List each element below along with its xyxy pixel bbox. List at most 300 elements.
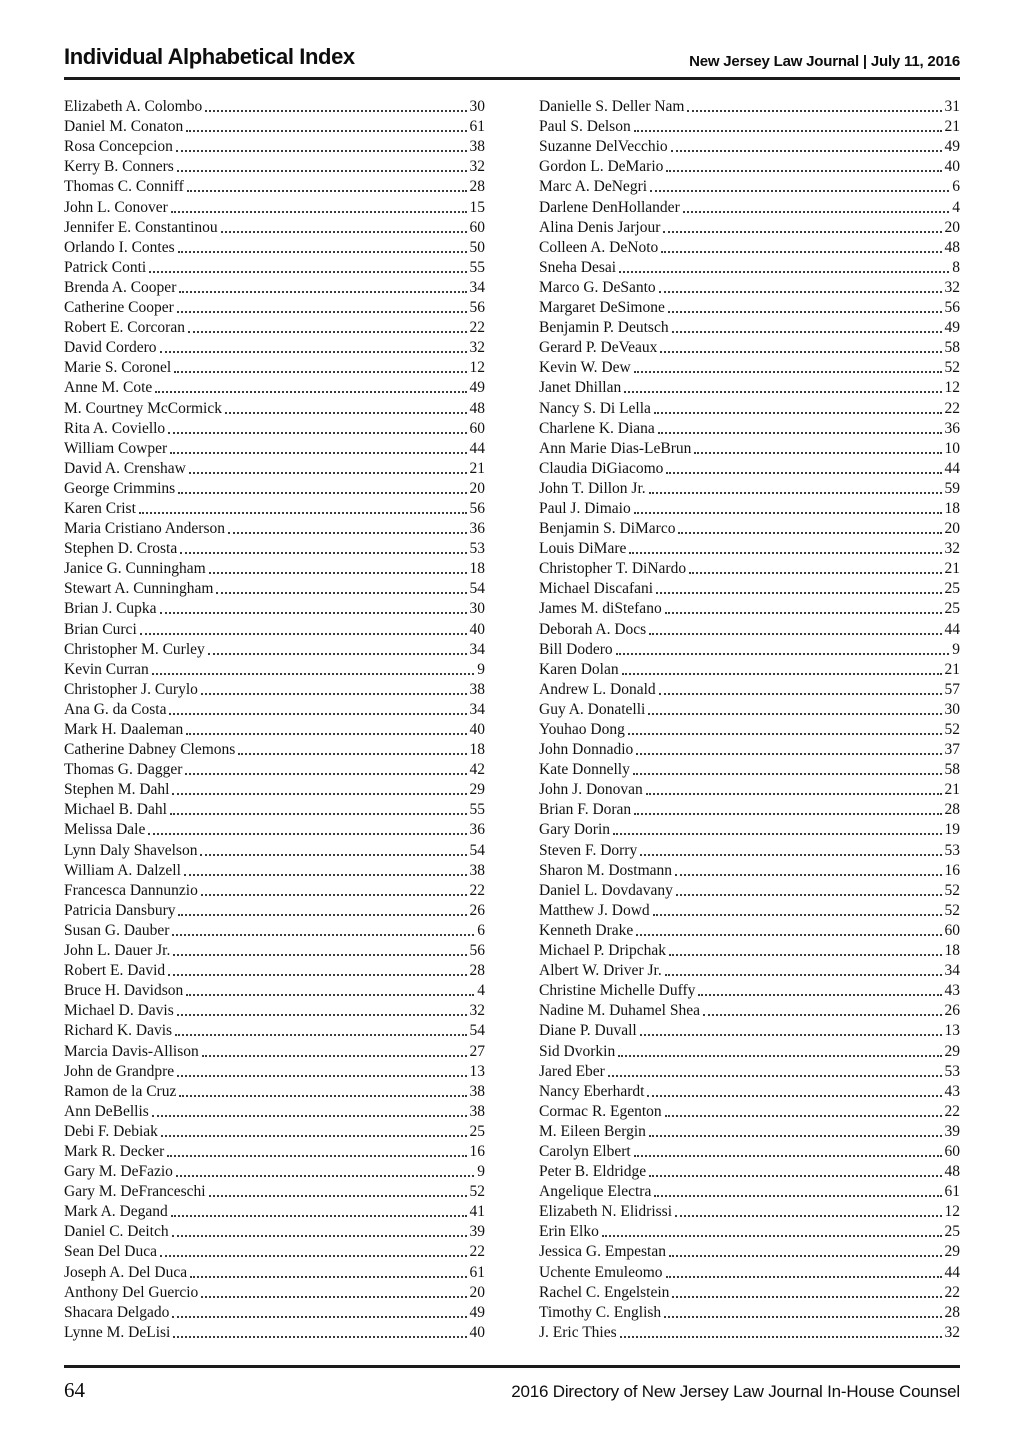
- dot-leader: [683, 211, 950, 213]
- entry-name: James M. diStefano: [539, 600, 662, 618]
- dot-leader: [602, 1235, 942, 1237]
- dot-leader: [160, 351, 467, 353]
- dot-leader: [666, 170, 941, 172]
- dot-leader: [177, 311, 467, 313]
- index-entry: [539, 659, 960, 679]
- dot-leader: [173, 954, 466, 956]
- entry-page-number: 54: [469, 841, 485, 859]
- entry-page-number: 43: [944, 982, 960, 1000]
- dot-leader: [665, 1115, 942, 1117]
- index-entry: [64, 438, 485, 458]
- index-entry: [539, 719, 960, 739]
- index-entry: [539, 377, 960, 397]
- index-entry: [539, 1201, 960, 1221]
- entry-page-number: 44: [944, 620, 960, 638]
- entry-page-number: 57: [944, 680, 960, 698]
- entry-name: Nancy Eberhardt: [539, 1082, 645, 1100]
- index-entry: [64, 699, 485, 719]
- entry-name: Catherine Dabney Clemons: [64, 741, 236, 759]
- dot-leader: [177, 1014, 467, 1016]
- entry-name: Daniel C. Deitch: [64, 1223, 169, 1241]
- entry-page-number: 21: [469, 459, 485, 477]
- dot-leader: [666, 472, 941, 474]
- entry-name: Paul S. Delson: [539, 118, 631, 136]
- entry-name: Paul J. Dimaio: [539, 499, 631, 517]
- dot-leader: [152, 1115, 467, 1117]
- entry-page-number: 6: [952, 178, 960, 196]
- index-entry: [64, 538, 485, 558]
- page-header: [64, 44, 960, 80]
- entry-page-number: 28: [469, 962, 485, 980]
- dot-leader: [173, 1336, 466, 1338]
- entry-name: Joseph A. Del Duca: [64, 1263, 188, 1281]
- entry-name: J. Eric Thies: [539, 1323, 617, 1341]
- index-entry: [64, 920, 485, 940]
- entry-name: Patrick Conti: [64, 258, 147, 276]
- index-entry: [539, 598, 960, 618]
- dot-leader: [170, 452, 466, 454]
- entry-page-number: 19: [944, 821, 960, 839]
- dot-leader: [647, 1095, 941, 1097]
- entry-name: Danielle S. Deller Nam: [539, 98, 685, 116]
- index-entry: [64, 1000, 485, 1020]
- entry-name: John J. Donovan: [539, 781, 643, 799]
- entry-name: David Cordero: [64, 339, 157, 357]
- index-entry: [539, 116, 960, 136]
- index-entry: [539, 317, 960, 337]
- dot-leader: [664, 1316, 941, 1318]
- entry-name: Benjamin P. Deutsch: [539, 319, 669, 337]
- entry-name: Benjamin S. DiMarco: [539, 520, 676, 538]
- page-title: Individual Alphabetical Index: [64, 44, 355, 69]
- index-entry: [539, 679, 960, 699]
- entry-page-number: 61: [469, 118, 485, 136]
- dot-leader: [176, 150, 467, 152]
- index-entry: [64, 659, 485, 679]
- entry-page-number: 36: [469, 520, 485, 538]
- dot-leader: [656, 592, 941, 594]
- entry-name: Gary M. DeFazio: [64, 1163, 173, 1181]
- page-number: 64: [64, 1378, 85, 1402]
- page-footer: [64, 1365, 960, 1403]
- entry-name: Suzanne DelVecchio: [539, 138, 668, 156]
- entry-page-number: 21: [944, 660, 960, 678]
- index-entry: [539, 618, 960, 638]
- entry-page-number: 55: [469, 801, 485, 819]
- dot-leader: [616, 653, 950, 655]
- entry-page-number: 39: [469, 1223, 485, 1241]
- index-entry: [539, 1221, 960, 1241]
- entry-page-number: 25: [944, 1223, 960, 1241]
- entry-name: Sid Dvorkin: [539, 1042, 616, 1060]
- journal-name-date: New Jersey Law Journal | July 11, 2016: [689, 53, 960, 70]
- dot-leader: [171, 1215, 467, 1217]
- entry-name: Marcia Davis-Allison: [64, 1042, 199, 1060]
- entry-name: M. Eileen Bergin: [539, 1122, 646, 1140]
- entry-page-number: 48: [944, 238, 960, 256]
- dot-leader: [672, 1296, 941, 1298]
- entry-page-number: 61: [469, 1263, 485, 1281]
- dot-leader: [653, 914, 942, 916]
- entry-page-number: 56: [469, 499, 485, 517]
- index-entry: [539, 337, 960, 357]
- dot-leader: [660, 351, 941, 353]
- entry-name: Lynne M. DeLisi: [64, 1323, 171, 1341]
- dot-leader: [238, 753, 466, 755]
- entry-name: John de Grandpre: [64, 1062, 175, 1080]
- entry-page-number: 10: [944, 439, 960, 457]
- entry-page-number: 12: [469, 359, 485, 377]
- index-entry: [64, 337, 485, 357]
- dot-leader: [190, 1276, 466, 1278]
- entry-name: Michael B. Dahl: [64, 801, 167, 819]
- index-entry: [64, 1201, 485, 1221]
- index-entry: [539, 639, 960, 659]
- dot-leader: [202, 1055, 467, 1057]
- entry-name: David A. Crenshaw: [64, 459, 186, 477]
- directory-title: 2016 Directory of New Jersey Law Journal In-House Counsel: [511, 1382, 960, 1401]
- entry-name: Ramon de la Cruz: [64, 1082, 177, 1100]
- entry-name: Mark H. Daaleman: [64, 721, 184, 738]
- index-entry: [539, 498, 960, 518]
- dot-leader: [668, 311, 942, 313]
- dot-leader: [669, 954, 942, 956]
- index-entry: [539, 438, 960, 458]
- entry-page-number: 22: [469, 1243, 485, 1261]
- dot-leader: [175, 1034, 466, 1036]
- index-entry: [539, 759, 960, 779]
- index-entry: [539, 739, 960, 759]
- entry-name: Claudia DiGiacomo: [539, 459, 664, 477]
- index-entry: [539, 699, 960, 719]
- index-entry: [64, 357, 485, 377]
- entry-name: Erin Elko: [539, 1223, 599, 1241]
- dot-leader: [633, 773, 942, 775]
- entry-page-number: 34: [944, 962, 960, 980]
- entry-name: Thomas C. Conniff: [64, 178, 184, 196]
- entry-page-number: 22: [944, 399, 960, 417]
- entry-name: Mark A. Degand: [64, 1203, 168, 1221]
- entry-page-number: 22: [944, 1102, 960, 1120]
- dot-leader: [148, 833, 466, 835]
- entry-page-number: 52: [469, 1183, 485, 1201]
- entry-name: Robert E. Corcoran: [64, 319, 185, 337]
- dot-leader: [634, 813, 941, 815]
- entry-name: Janet Dhillan: [539, 379, 622, 397]
- index-entry: [64, 1121, 485, 1141]
- entry-name: Stephen M. Dahl: [64, 781, 170, 799]
- entry-page-number: 31: [944, 98, 960, 116]
- entry-page-number: 58: [944, 339, 960, 357]
- entry-page-number: 40: [469, 721, 485, 738]
- index-entry: [539, 1061, 960, 1081]
- dot-leader: [613, 833, 941, 835]
- dot-leader: [666, 1276, 942, 1278]
- dot-leader: [646, 793, 942, 795]
- entry-name: Ana G. da Costa: [64, 700, 167, 718]
- index-entry: [64, 196, 485, 216]
- dot-leader: [620, 1336, 942, 1338]
- entry-page-number: 9: [477, 1163, 485, 1181]
- entry-page-number: 21: [944, 560, 960, 578]
- index-entry: [64, 1181, 485, 1201]
- dot-leader: [184, 874, 467, 876]
- dot-leader: [622, 673, 942, 675]
- entry-name: Karen Crist: [64, 499, 136, 517]
- index-entry: [64, 217, 485, 237]
- index-entry: [539, 1302, 960, 1322]
- entry-name: Francesca Dannunzio: [64, 881, 198, 899]
- dot-leader: [634, 512, 942, 514]
- dot-leader: [675, 874, 941, 876]
- entry-page-number: 41: [469, 1203, 485, 1221]
- entry-page-number: 44: [944, 1263, 960, 1281]
- entry-name: Robert E. David: [64, 962, 166, 980]
- dot-leader: [658, 432, 942, 434]
- dot-leader: [665, 974, 942, 976]
- dot-leader: [636, 934, 941, 936]
- entry-name: William Cowper: [64, 439, 168, 457]
- entry-page-number: 34: [469, 278, 485, 296]
- entry-name: Marco G. DeSanto: [539, 278, 656, 296]
- entry-name: Stewart A. Cunningham: [64, 580, 214, 598]
- index-entry: [539, 779, 960, 799]
- entry-name: Margaret DeSimone: [539, 299, 665, 317]
- index-entry: [64, 297, 485, 317]
- entry-name: Youhao Dong: [539, 721, 625, 738]
- dot-leader: [186, 994, 474, 996]
- index-entry: [64, 980, 485, 1000]
- index-entry: [539, 940, 960, 960]
- index-entry: [64, 116, 485, 136]
- index-entry: [64, 1161, 485, 1181]
- index-entry: [64, 860, 485, 880]
- entry-name: Thomas G. Dagger: [64, 761, 183, 779]
- entry-name: Marc A. DeNegri: [539, 178, 648, 196]
- index-entry: [64, 1040, 485, 1060]
- dot-leader: [172, 1235, 467, 1237]
- entry-page-number: 52: [944, 359, 960, 377]
- index-entry: [539, 1261, 960, 1281]
- entry-page-number: 6: [477, 921, 485, 939]
- entry-page-number: 49: [944, 138, 960, 156]
- dot-leader: [186, 733, 466, 735]
- index-entry: [539, 1000, 960, 1020]
- index-entry: [539, 1282, 960, 1302]
- entry-name: Bruce H. Davidson: [64, 982, 184, 1000]
- index-entry: [64, 819, 485, 839]
- dot-leader: [228, 532, 466, 534]
- entry-page-number: 32: [469, 158, 485, 176]
- entry-name: Christopher J. Curylo: [64, 680, 198, 698]
- dot-leader: [149, 271, 466, 273]
- entry-page-number: 49: [944, 319, 960, 337]
- index-entry: [539, 237, 960, 257]
- dot-leader: [200, 854, 466, 856]
- index-entry: [64, 237, 485, 257]
- index-entry: [539, 880, 960, 900]
- dot-leader: [608, 1075, 942, 1077]
- entry-page-number: 49: [469, 1303, 485, 1321]
- entry-page-number: 59: [944, 479, 960, 497]
- index-entry: [539, 297, 960, 317]
- index-entry: [64, 1141, 485, 1161]
- entry-name: Jennifer E. Constantinou: [64, 218, 218, 236]
- index-entry: [64, 639, 485, 659]
- dot-leader: [663, 231, 941, 233]
- entry-name: Brian Curci: [64, 620, 137, 638]
- entry-name: Gary M. DeFranceschi: [64, 1183, 206, 1201]
- index-entry: [64, 799, 485, 819]
- dot-leader: [185, 773, 466, 775]
- index-entry: [64, 498, 485, 518]
- index-entry: [539, 156, 960, 176]
- index-entry: [539, 819, 960, 839]
- entry-name: Peter B. Eldridge: [539, 1163, 647, 1181]
- index-entry: [64, 779, 485, 799]
- index-entry: [64, 397, 485, 417]
- entry-page-number: 22: [944, 1283, 960, 1301]
- entry-name: Rita A. Coviello: [64, 419, 166, 437]
- entry-name: Ann DeBellis: [64, 1102, 149, 1120]
- entry-page-number: 26: [944, 1002, 960, 1020]
- entry-name: Angelique Electra: [539, 1183, 652, 1201]
- dot-leader: [170, 813, 467, 815]
- entry-name: Deborah A. Docs: [539, 620, 647, 638]
- index-entry: [64, 317, 485, 337]
- entry-page-number: 40: [469, 620, 485, 638]
- index-entry: [64, 558, 485, 578]
- entry-page-number: 60: [469, 218, 485, 236]
- entry-page-number: 58: [944, 761, 960, 779]
- index-entry: [64, 257, 485, 277]
- dot-leader: [179, 291, 466, 293]
- dot-leader: [649, 1175, 941, 1177]
- dot-leader: [178, 492, 466, 494]
- entry-page-number: 13: [469, 1062, 485, 1080]
- index-entry: [539, 1121, 960, 1141]
- entry-page-number: 50: [469, 238, 485, 256]
- dot-leader: [649, 492, 942, 494]
- dot-leader: [177, 170, 467, 172]
- dot-leader: [669, 1255, 942, 1257]
- entry-name: Stephen D. Crosta: [64, 540, 178, 558]
- dot-leader: [659, 291, 942, 293]
- dot-leader: [672, 331, 942, 333]
- entry-name: John L. Dauer Jr.: [64, 942, 171, 960]
- dot-leader: [140, 633, 467, 635]
- entry-name: Debi F. Debiak: [64, 1122, 158, 1140]
- index-entry: [539, 1040, 960, 1060]
- entry-name: John T. Dillon Jr.: [539, 479, 646, 497]
- dot-leader: [209, 1195, 467, 1197]
- entry-name: Ann Marie Dias-LeBrun: [539, 439, 692, 457]
- entry-name: Rachel C. Engelstein: [539, 1283, 670, 1301]
- entry-name: Nancy S. Di Lella: [539, 399, 651, 417]
- dot-leader: [155, 391, 466, 393]
- entry-name: Marie S. Coronel: [64, 359, 172, 377]
- dot-leader: [177, 1075, 466, 1077]
- index-entry: [64, 1241, 485, 1261]
- entry-name: Rosa Concepcion: [64, 138, 173, 156]
- index-entry: [539, 538, 960, 558]
- entry-page-number: 40: [469, 1323, 485, 1341]
- entry-page-number: 28: [944, 1303, 960, 1321]
- entry-page-number: 20: [469, 1283, 485, 1301]
- dot-leader: [225, 412, 467, 414]
- dot-leader: [176, 1175, 474, 1177]
- dot-leader: [172, 793, 466, 795]
- dot-leader: [168, 974, 466, 976]
- entry-page-number: 52: [944, 721, 960, 738]
- entry-name: Jared Eber: [539, 1062, 605, 1080]
- entry-name: Charlene K. Diana: [539, 419, 655, 437]
- entry-page-number: 12: [944, 379, 960, 397]
- dot-leader: [703, 1014, 942, 1016]
- dot-leader: [168, 432, 466, 434]
- entry-name: Steven F. Dorry: [539, 841, 638, 859]
- entry-name: Colleen A. DeNoto: [539, 238, 659, 256]
- index-entry: [64, 1081, 485, 1101]
- dot-leader: [172, 1316, 466, 1318]
- entry-page-number: 56: [944, 299, 960, 317]
- entry-name: Maria Cristiano Anderson: [64, 520, 226, 538]
- entry-page-number: 49: [469, 379, 485, 397]
- entry-page-number: 30: [944, 700, 960, 718]
- entry-name: Bill Dodero: [539, 640, 613, 658]
- entry-name: Kevin Curran: [64, 660, 149, 678]
- entry-name: Cormac R. Egenton: [539, 1102, 662, 1120]
- dot-leader: [675, 1215, 941, 1217]
- index-entry: [64, 598, 485, 618]
- index-entry: [539, 900, 960, 920]
- index-entry: [64, 940, 485, 960]
- index-entry: [64, 1302, 485, 1322]
- dot-leader: [678, 532, 941, 534]
- entry-page-number: 55: [469, 258, 485, 276]
- entry-name: Christopher M. Curley: [64, 640, 205, 658]
- index-entry: [64, 518, 485, 538]
- entry-name: Diane P. Duvall: [539, 1022, 637, 1040]
- entry-page-number: 32: [469, 1002, 485, 1020]
- index-entry: [64, 1282, 485, 1302]
- dot-leader: [172, 934, 474, 936]
- entry-page-number: 32: [944, 278, 960, 296]
- dot-leader: [654, 1195, 941, 1197]
- entry-name: Mark R. Decker: [64, 1142, 165, 1160]
- entry-name: Brian J. Cupka: [64, 600, 157, 618]
- dot-leader: [618, 1055, 941, 1057]
- entry-name: Susan G. Dauber: [64, 921, 170, 939]
- dot-leader: [665, 612, 942, 614]
- index-entry: [64, 277, 485, 297]
- dot-leader: [698, 994, 941, 996]
- entry-name: Brian F. Doran: [539, 801, 632, 819]
- index-entry: [539, 1241, 960, 1261]
- dot-leader: [160, 612, 467, 614]
- entry-page-number: 32: [944, 540, 960, 558]
- dot-leader: [171, 211, 467, 213]
- entry-name: Michael Discafani: [539, 580, 654, 598]
- dot-leader: [687, 110, 941, 112]
- index-entry: [64, 1322, 485, 1342]
- entry-page-number: 20: [469, 479, 485, 497]
- index-entry: [64, 1101, 485, 1121]
- entry-name: Alina Denis Jarjour: [539, 218, 661, 236]
- entry-name: Gary Dorin: [539, 821, 611, 839]
- entry-page-number: 15: [469, 198, 485, 216]
- entry-page-number: 54: [469, 1022, 485, 1040]
